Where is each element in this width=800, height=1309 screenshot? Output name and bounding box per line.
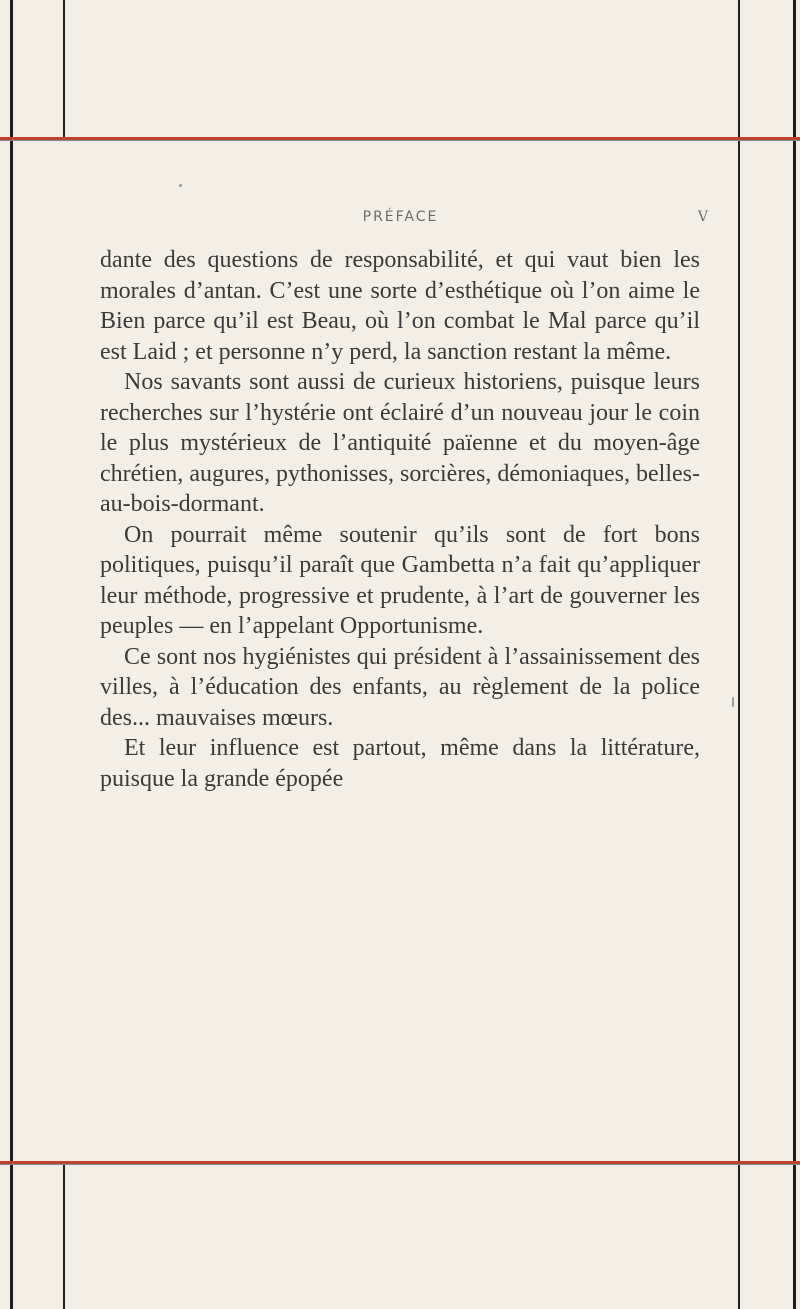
book-page [63, 141, 738, 1161]
paragraph: Nos savants sont aussi de curieux historiens, puisque leurs recherches sur l’hystérie ont éclairé d’un nouveau jour le coin le plus mystérieux de l’antiquité païenne et du moyen-âge chrétien, augures, pythonisses, sorcières, démoniaques, belles-au-bois-dormant. [100, 369, 700, 517]
binding-rule-outer-left [10, 0, 13, 1309]
paragraph: On pourrait même soutenir qu’ils sont de fort bons politiques, puisqu’il paraît que Gambetta n’a fait qu’appliquer leur méthode, progressive et prudente, à l’art de gouverner les peuples — en l’appelant Opportunisme. [100, 521, 700, 639]
paper-mark [732, 697, 734, 707]
binding-rule-outer-right [793, 0, 796, 1309]
paragraph: Ce sont nos hygiénistes qui président à l’assainissement des villes, à l’éducation des enfants, au règlement de la police des... mauvaises mœurs. [100, 643, 700, 731]
top-red-rule [0, 137, 800, 140]
page-body-text [100, 245, 700, 794]
paragraph: Et leur influence est partout, même dans la littérature, puisque la grande épopée [100, 735, 700, 792]
running-title: PRÉFACE [362, 209, 439, 225]
paragraph: dante des questions de responsabilité, et qui vaut bien les morales d’antan. C’est une sorte d’esthétique où l’on aime le Bien parce qu’il est Beau, où l’on combat le Mal parce qu’il est Laid ; et personne n’y perd, la sanction restant la même. [100, 247, 700, 365]
paper-speck [179, 184, 182, 187]
page-number: V [697, 209, 708, 225]
binding-rule-inner-right [738, 0, 740, 1309]
bottom-red-rule [0, 1161, 800, 1164]
running-header [63, 209, 738, 233]
